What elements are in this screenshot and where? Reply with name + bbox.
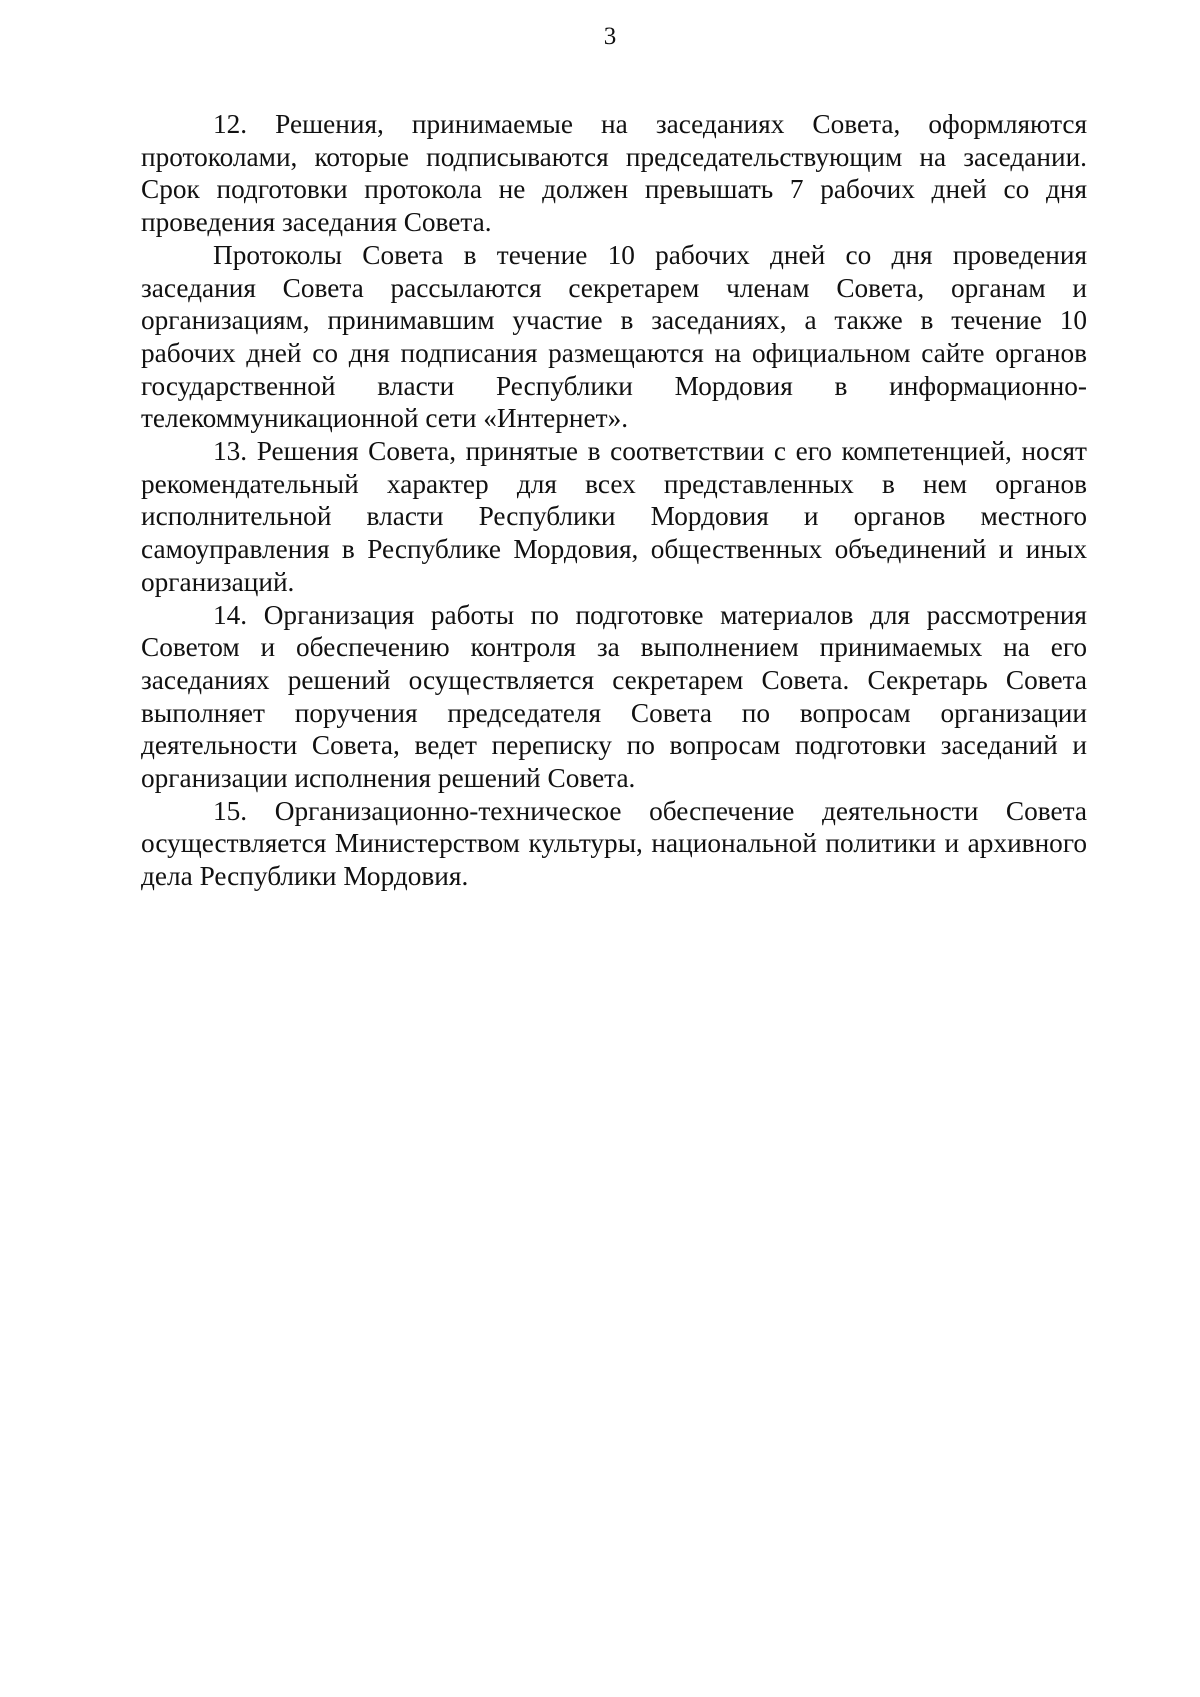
paragraph-item-13: 13. Решения Совета, принятые в соответствии с его компетенцией, носят рекомендательный характер для всех представленных в нем органов исполнительной власти Республики Мордовия и органов местного самоуправления в Республике Мордовия, общественных объединений и иных организаций. bbox=[141, 436, 1087, 597]
document-body bbox=[141, 108, 1087, 893]
paragraph-protocols: Протоколы Совета в течение 10 рабочих дней со дня проведения заседания Совета рассылаются секретарем членам Совета, органам и организациям, принимавшим участие в заседаниях, а также в течение 10 рабочих дней со дня подписания размещаются на официальном сайте органов государственной власти Республики Мордовия в информационно-телекоммуникационной сети «Интернет». bbox=[141, 239, 1087, 434]
page-number: 3 bbox=[603, 23, 617, 50]
paragraph-item-15: 15. Организационно-техническое обеспечение деятельности Совета осуществляется Министерством культуры, национальной политики и архивного дела Республики Мордовия. bbox=[141, 795, 1087, 892]
paragraph-item-14: 14. Организация работы по подготовке материалов для рассмотрения Советом и обеспечению контроля за выполнением принимаемых на его заседаниях решений осуществляется секретарем Совета. Секретарь Совета выполняет поручения председателя Совета по вопросам организации деятельности Совета, ведет переписку по вопросам подготовки заседаний и организации исполнения решений Совета. bbox=[141, 599, 1087, 794]
paragraph-item-12: 12. Решения, принимаемые на заседаниях Совета, оформляются протоколами, которые подписываются председательствующим на заседании. Срок подготовки протокола не должен превышать 7 рабочих дней со дня проведения заседания Совета. bbox=[141, 109, 1087, 238]
